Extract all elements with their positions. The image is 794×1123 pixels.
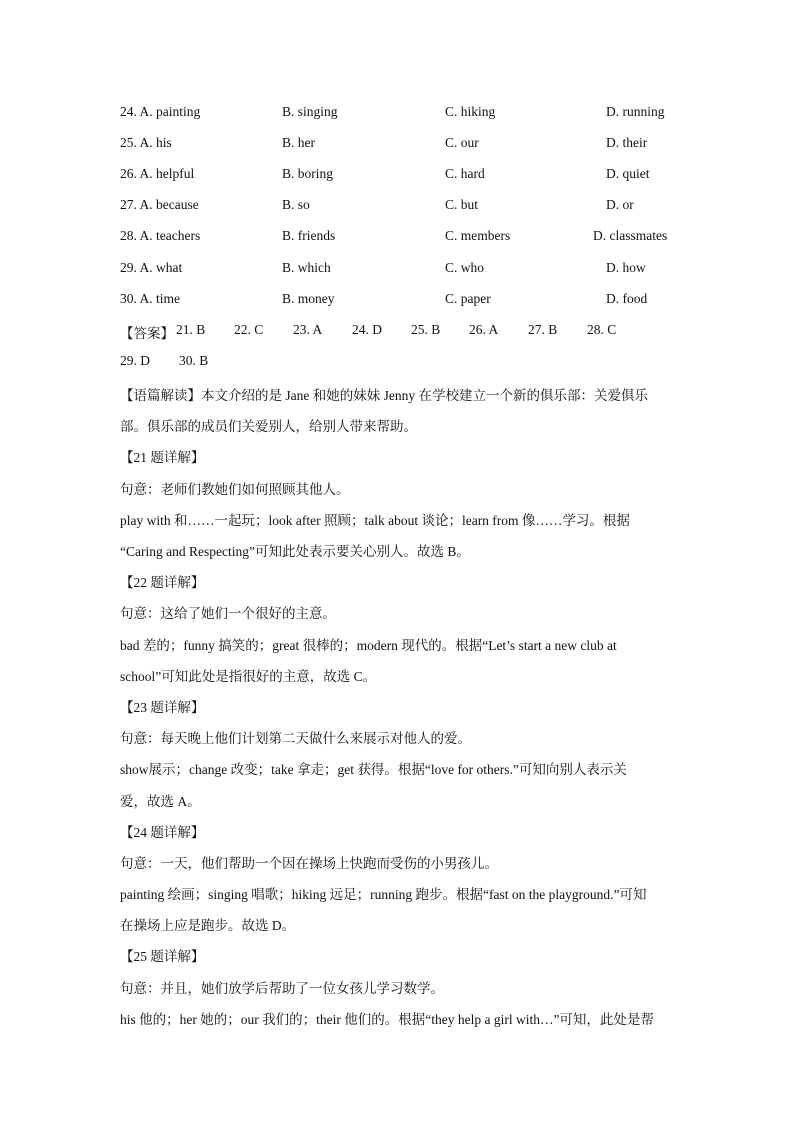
option-row-29 (120, 260, 680, 280)
option-row-26 (120, 166, 680, 186)
option-d: D. running (606, 104, 665, 119)
answer-item: 30. B (179, 353, 209, 368)
option-d: D. how (606, 260, 646, 275)
section-header: 【24 题详解】 (120, 825, 205, 840)
explanation-line: 句意：这给了她们一个很好的主意。 (120, 606, 336, 621)
section-header: 【21 题详解】 (120, 450, 205, 465)
option-row-25 (120, 135, 680, 155)
explanation-line: “Caring and Respecting”可知此处表示要关心别人。故选 B。 (120, 544, 470, 559)
explanation-line: 句意：一天，他们帮助一个因在操场上快跑而受伤的小男孩儿。 (120, 856, 498, 871)
option-b: B. friends (282, 228, 336, 243)
option-d: D. or (606, 197, 634, 212)
option-a: 29. A. what (120, 260, 183, 275)
option-row-28 (120, 228, 680, 248)
option-c: C. hiking (445, 104, 496, 119)
explanation-line: school”可知此处是指很好的主意，故选 C。 (120, 669, 377, 684)
option-d: D. their (606, 135, 648, 150)
answer-item: 27. B (528, 322, 558, 337)
option-row-27 (120, 197, 680, 217)
explanation-line: 爱，故选 A。 (120, 794, 201, 809)
option-c: C. paper (445, 291, 491, 306)
section-header: 【22 题详解】 (120, 575, 205, 590)
reading-summary-line: 【语篇解读】本文介绍的是 Jane 和她的妹妹 Jenny 在学校建立一个新的俱乐部：关爱俱乐 (120, 388, 648, 403)
option-row-24 (120, 104, 680, 124)
option-d: D. quiet (606, 166, 650, 181)
answer-item: 26. A (469, 322, 499, 337)
answer-item: 22. C (234, 322, 264, 337)
option-b: B. so (282, 197, 310, 212)
answer-item: 21. B (176, 322, 206, 337)
explanation-line: play with 和……一起玩；look after 照顾；talk about 谈论；learn from 像……学习。根据 (120, 513, 630, 528)
option-a: 26. A. helpful (120, 166, 195, 181)
option-b: B. boring (282, 166, 334, 181)
explanation-line: painting 绘画；singing 唱歌；hiking 远足；running 跑步。根据“fast on the playground.”可知 (120, 887, 647, 902)
option-c: C. our (445, 135, 479, 150)
option-a: 30. A. time (120, 291, 180, 306)
option-b: B. which (282, 260, 331, 275)
option-c: C. hard (445, 166, 485, 181)
answer-label: 【答案】 (120, 326, 174, 341)
answer-item: 23. A (293, 322, 323, 337)
option-d: D. classmates (593, 228, 668, 243)
explanation-line: 句意：每天晚上他们计划第二天做什么来展示对他人的爱。 (120, 731, 471, 746)
option-b: B. her (282, 135, 315, 150)
section-header: 【23 题详解】 (120, 700, 205, 715)
option-row-30 (120, 291, 680, 311)
option-a: 28. A. teachers (120, 228, 201, 243)
option-b: B. money (282, 291, 335, 306)
answer-item: 24. D (352, 322, 382, 337)
option-d: D. food (606, 291, 648, 306)
option-a: 24. A. painting (120, 104, 201, 119)
explanation-line: 句意：老师们教她们如何照顾其他人。 (120, 482, 350, 497)
answer-item: 28. C (587, 322, 617, 337)
explanation-line: 句意：并且，她们放学后帮助了一位女孩儿学习数学。 (120, 981, 444, 996)
option-b: B. singing (282, 104, 338, 119)
answer-item: 29. D (120, 353, 150, 368)
option-a: 25. A. his (120, 135, 172, 150)
option-a: 27. A. because (120, 197, 199, 212)
option-c: C. members (445, 228, 511, 243)
explanation-line: 在操场上应是跑步。故选 D。 (120, 918, 296, 933)
reading-summary-line: 部。俱乐部的成员们关爱别人，给别人带来帮助。 (120, 419, 417, 434)
explanation-line: show展示；change 改变；take 拿走；get 获得。根据“love for others.”可知向别人表示关 (120, 762, 627, 777)
explanation-line: his 他的；her 她的；our 我们的；their 他们的。根据“they help a girl with…”可知，此处是帮 (120, 1012, 654, 1027)
option-c: C. who (445, 260, 485, 275)
option-c: C. but (445, 197, 479, 212)
explanation-line: bad 差的；funny 搞笑的；great 很棒的；modern 现代的。根据“Let’s start a new club at (120, 638, 617, 653)
answer-item: 25. B (411, 322, 441, 337)
section-header: 【25 题详解】 (120, 949, 205, 964)
